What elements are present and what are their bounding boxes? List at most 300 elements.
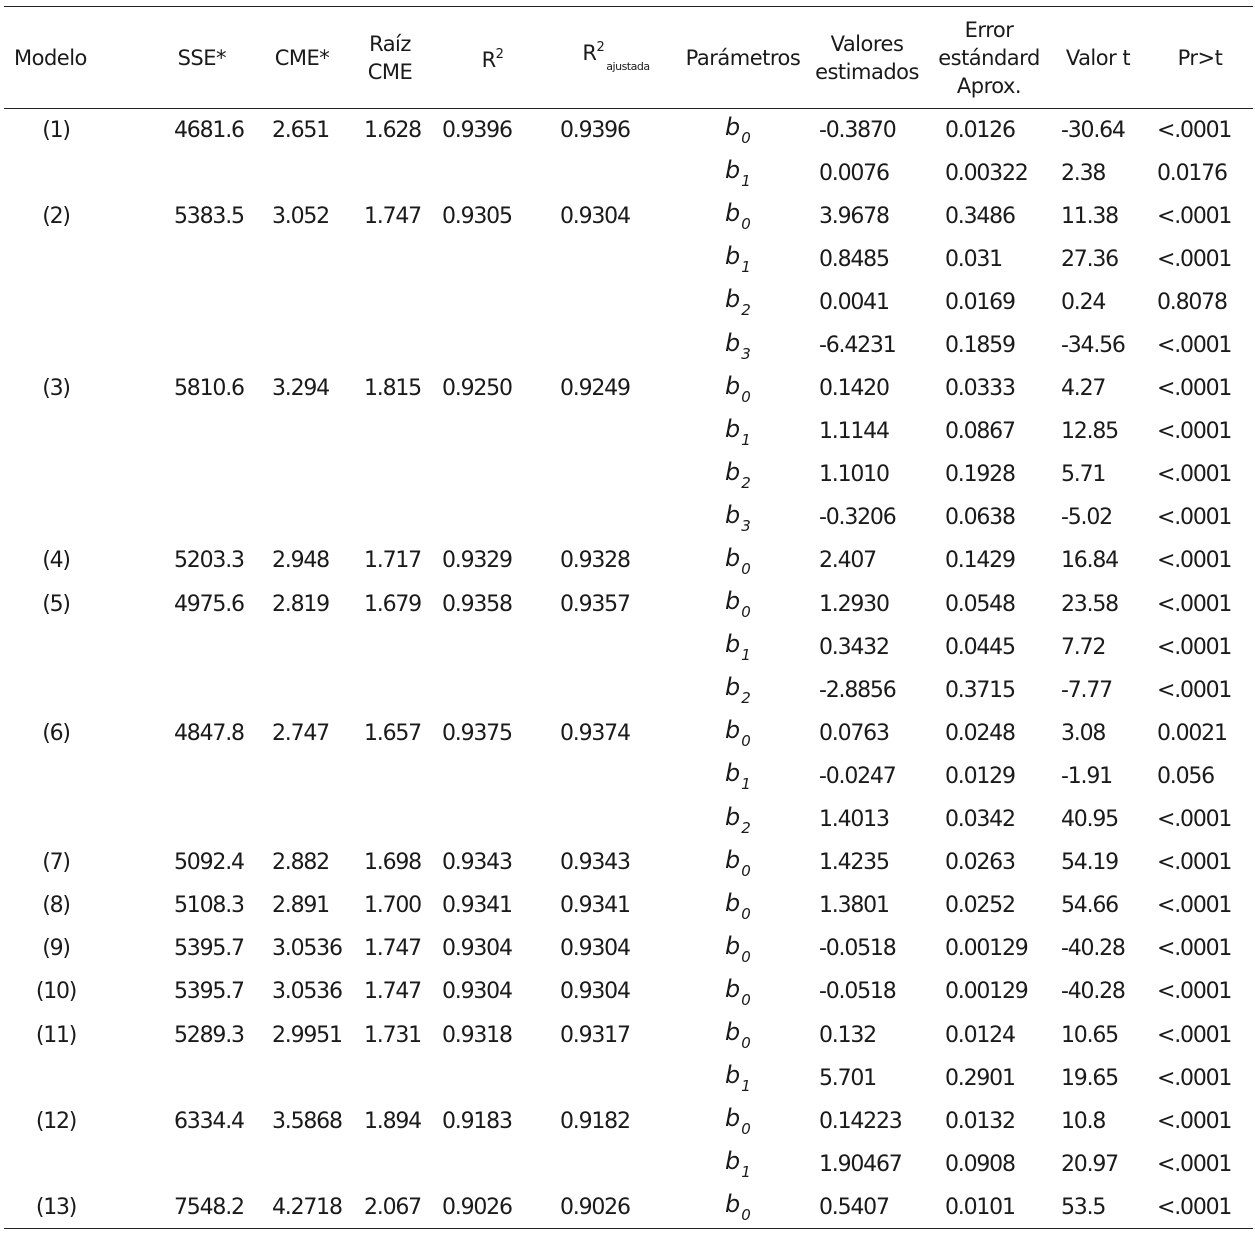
cell-r2: 0.9250	[442, 376, 512, 402]
cell-r2: 0.9305	[442, 203, 512, 229]
table-row	[4, 1100, 1253, 1143]
cell-parametro: $b_0$	[725, 716, 751, 751]
cell-modelo	[4, 1057, 108, 1100]
cell-modelo: (7)	[42, 850, 70, 876]
cell-pr-t: <.0001	[1157, 1108, 1232, 1134]
cell-error-estandar: 0.0252	[945, 893, 1015, 919]
cell-pr-t: 0.0176	[1157, 160, 1227, 186]
cell-modelo	[4, 1143, 108, 1186]
cell-valor-t: 12.85	[1061, 419, 1118, 445]
cell-sse	[108, 669, 258, 712]
cell-raiz-cme	[346, 1143, 434, 1186]
cell-pr-t: <.0001	[1157, 505, 1232, 531]
cell-pr-t: <.0001	[1157, 333, 1232, 359]
cell-sse: 5383.5	[174, 203, 244, 229]
cell-cme: 3.0536	[272, 979, 342, 1005]
cell-r2	[434, 1143, 551, 1186]
table-row	[4, 195, 1253, 238]
cell-cme	[258, 798, 346, 841]
cell-valor-estimado: 0.0763	[819, 720, 889, 746]
cell-raiz-cme: 1.815	[364, 376, 421, 402]
cell-cme: 2.882	[272, 850, 329, 876]
cell-pr-t: 0.0021	[1157, 720, 1227, 746]
cell-modelo: (10)	[35, 979, 77, 1005]
cell-pr-t: <.0001	[1157, 979, 1232, 1005]
cell-r2-ajustada	[551, 626, 681, 669]
cell-error-estandar: 0.031	[945, 246, 1002, 272]
cell-valor-t: 27.36	[1061, 246, 1118, 272]
cell-sse	[108, 152, 258, 195]
cell-valor-t: 20.97	[1061, 1151, 1118, 1177]
table-row	[4, 583, 1253, 626]
cell-parametro: $b_0$	[725, 845, 751, 880]
cell-valor-estimado: 3.9678	[819, 203, 889, 229]
cell-cme	[258, 238, 346, 281]
cell-valor-estimado: 0.0076	[819, 160, 889, 186]
cell-valor-estimado: 0.0041	[819, 289, 889, 315]
cell-valor-estimado: 1.1144	[819, 419, 889, 445]
cell-pr-t: <.0001	[1157, 203, 1232, 229]
cell-valor-t: -7.77	[1061, 677, 1112, 703]
cell-valor-t: -40.28	[1061, 979, 1125, 1005]
cell-parametro: $b_0$	[725, 931, 751, 966]
cell-r2-ajustada: 0.9249	[560, 376, 630, 402]
cell-sse: 5395.7	[174, 936, 244, 962]
cell-modelo	[4, 798, 108, 841]
cell-valor-estimado: 1.90467	[819, 1151, 902, 1177]
cell-sse: 4975.6	[174, 591, 244, 617]
cell-r2-ajustada: 0.9304	[560, 203, 630, 229]
table-row	[4, 927, 1253, 970]
cell-error-estandar: 0.0638	[945, 505, 1015, 531]
cell-cme	[258, 152, 346, 195]
cell-valor-t: -1.91	[1061, 763, 1112, 789]
table-row	[4, 1057, 1253, 1100]
cell-cme	[258, 453, 346, 496]
cell-sse	[108, 281, 258, 324]
cell-error-estandar: 0.0908	[945, 1151, 1015, 1177]
cell-valor-t: 4.27	[1061, 376, 1106, 402]
cell-valor-estimado: -0.0518	[819, 936, 896, 962]
cell-r2-ajustada	[551, 453, 681, 496]
col-header-sse: SSE*	[177, 45, 226, 70]
cell-r2-ajustada	[551, 152, 681, 195]
cell-valor-estimado: 0.8485	[819, 246, 889, 272]
cell-raiz-cme: 1.698	[364, 850, 421, 876]
cell-modelo: (9)	[42, 936, 70, 962]
cell-raiz-cme: 2.067	[364, 1194, 421, 1220]
cell-raiz-cme	[346, 755, 434, 798]
cell-pr-t: 0.056	[1157, 763, 1214, 789]
cell-raiz-cme	[346, 496, 434, 539]
cell-parametro: $b_3$	[725, 500, 751, 535]
cell-raiz-cme	[346, 410, 434, 453]
cell-cme: 3.294	[272, 376, 329, 402]
cell-r2	[434, 324, 551, 367]
cell-valor-estimado: 0.132	[819, 1022, 876, 1048]
cell-r2-ajustada: 0.9317	[560, 1022, 630, 1048]
cell-pr-t: <.0001	[1157, 807, 1232, 833]
cell-valor-t: 53.5	[1061, 1194, 1106, 1220]
cell-r2-ajustada: 0.9182	[560, 1108, 630, 1134]
cell-pr-t: <.0001	[1157, 548, 1232, 574]
cell-parametro: $b_1$	[725, 1061, 751, 1096]
cell-valor-estimado: -0.3206	[819, 505, 896, 531]
cell-parametro: $b_2$	[725, 457, 751, 492]
cell-sse	[108, 410, 258, 453]
col-header-cme: CME*	[274, 45, 330, 70]
col-header-raiz-cme: Raíz CME	[367, 31, 413, 84]
cell-error-estandar: 0.1859	[945, 333, 1015, 359]
cell-r2-ajustada	[551, 496, 681, 539]
cell-error-estandar: 0.1928	[945, 462, 1015, 488]
cell-pr-t: <.0001	[1157, 462, 1232, 488]
table-row	[4, 755, 1253, 798]
cell-parametro: $b_1$	[725, 630, 751, 665]
cell-valor-t: 54.19	[1061, 850, 1118, 876]
cell-r2-ajustada	[551, 281, 681, 324]
cell-modelo: (4)	[42, 548, 70, 574]
cell-modelo	[4, 238, 108, 281]
cell-parametro: $b_0$	[725, 1018, 751, 1053]
cell-valor-t: 11.38	[1061, 203, 1118, 229]
cell-modelo	[4, 496, 108, 539]
model-results-table	[4, 6, 1253, 1229]
cell-cme: 2.819	[272, 591, 329, 617]
cell-sse: 5203.3	[174, 548, 244, 574]
cell-r2: 0.9304	[442, 979, 512, 1005]
cell-pr-t: <.0001	[1157, 591, 1232, 617]
cell-valor-t: 2.38	[1061, 160, 1106, 186]
cell-pr-t: <.0001	[1157, 677, 1232, 703]
cell-valor-t: -34.56	[1061, 333, 1125, 359]
cell-raiz-cme	[346, 238, 434, 281]
cell-pr-t: <.0001	[1157, 850, 1232, 876]
table-row	[4, 496, 1253, 539]
cell-error-estandar: 0.3486	[945, 203, 1015, 229]
cell-valor-t: -40.28	[1061, 936, 1125, 962]
table-row	[4, 798, 1253, 841]
table-row	[4, 626, 1253, 669]
cell-parametro: $b_0$	[725, 974, 751, 1009]
cell-raiz-cme: 1.657	[364, 720, 421, 746]
cell-parametro: $b_0$	[725, 1190, 751, 1225]
cell-parametro: $b_3$	[725, 328, 751, 363]
cell-sse: 5092.4	[174, 850, 244, 876]
cell-r2-ajustada: 0.9304	[560, 936, 630, 962]
cell-parametro: $b_0$	[725, 1104, 751, 1139]
cell-cme: 4.2718	[272, 1194, 342, 1220]
cell-cme	[258, 410, 346, 453]
cell-raiz-cme: 1.747	[364, 979, 421, 1005]
cell-valor-estimado: -0.3870	[819, 117, 896, 143]
cell-r2: 0.9318	[442, 1022, 512, 1048]
table-row	[4, 324, 1253, 367]
cell-modelo: (11)	[35, 1022, 77, 1048]
cell-sse: 5289.3	[174, 1022, 244, 1048]
cell-error-estandar: 0.1429	[945, 548, 1015, 574]
cell-sse: 4847.8	[174, 720, 244, 746]
cell-modelo	[4, 669, 108, 712]
cell-cme	[258, 324, 346, 367]
cell-error-estandar: 0.0342	[945, 807, 1015, 833]
cell-cme: 2.948	[272, 548, 329, 574]
table-row	[4, 539, 1253, 582]
cell-error-estandar: 0.0132	[945, 1108, 1015, 1134]
col-header-valor-t: Valor t	[1065, 45, 1131, 70]
cell-error-estandar: 0.0169	[945, 289, 1015, 315]
col-header-parametros: Parámetros	[685, 45, 801, 70]
cell-cme: 3.052	[272, 203, 329, 229]
cell-parametro: $b_1$	[725, 156, 751, 191]
cell-sse	[108, 798, 258, 841]
cell-valor-estimado: 2.407	[819, 548, 876, 574]
col-header-error-estandard: Error estándard Aprox.	[938, 17, 1040, 98]
table-row	[4, 841, 1253, 884]
cell-error-estandar: 0.00129	[945, 936, 1028, 962]
cell-cme	[258, 755, 346, 798]
cell-r2-ajustada	[551, 324, 681, 367]
cell-valor-estimado: 1.1010	[819, 462, 889, 488]
cell-r2	[434, 798, 551, 841]
col-header-valores-estimados: Valores estimados	[815, 31, 919, 84]
cell-error-estandar: 0.0129	[945, 763, 1015, 789]
cell-raiz-cme	[346, 1057, 434, 1100]
cell-r2-ajustada	[551, 410, 681, 453]
cell-modelo	[4, 152, 108, 195]
cell-r2-ajustada: 0.9396	[560, 117, 630, 143]
cell-parametro: $b_0$	[725, 888, 751, 923]
cell-error-estandar: 0.0548	[945, 591, 1015, 617]
cell-r2: 0.9396	[442, 117, 512, 143]
table-body	[4, 109, 1253, 1229]
cell-r2: 0.9329	[442, 548, 512, 574]
cell-pr-t: <.0001	[1157, 117, 1232, 143]
cell-valor-t: -5.02	[1061, 505, 1112, 531]
cell-r2	[434, 453, 551, 496]
cell-error-estandar: 0.0248	[945, 720, 1015, 746]
table-header	[4, 7, 1253, 109]
table-row	[4, 453, 1253, 496]
cell-r2-ajustada: 0.9357	[560, 591, 630, 617]
cell-raiz-cme: 1.717	[364, 548, 421, 574]
cell-r2-ajustada: 0.9304	[560, 979, 630, 1005]
cell-parametro: $b_0$	[725, 587, 751, 622]
cell-r2	[434, 1057, 551, 1100]
cell-sse: 5395.7	[174, 979, 244, 1005]
cell-r2	[434, 755, 551, 798]
cell-raiz-cme: 1.700	[364, 893, 421, 919]
cell-parametro: $b_2$	[725, 802, 751, 837]
cell-modelo	[4, 324, 108, 367]
cell-pr-t: <.0001	[1157, 419, 1232, 445]
cell-modelo	[4, 626, 108, 669]
cell-sse	[108, 324, 258, 367]
table-row	[4, 281, 1253, 324]
table-row	[4, 669, 1253, 712]
cell-sse	[108, 1057, 258, 1100]
cell-valor-t: 16.84	[1061, 548, 1118, 574]
cell-sse: 5810.6	[174, 376, 244, 402]
cell-cme: 3.0536	[272, 936, 342, 962]
cell-raiz-cme	[346, 281, 434, 324]
cell-r2	[434, 152, 551, 195]
cell-valor-t: -30.64	[1061, 117, 1125, 143]
cell-cme	[258, 1143, 346, 1186]
cell-valor-t: 19.65	[1061, 1065, 1118, 1091]
cell-r2	[434, 281, 551, 324]
cell-valor-estimado: -6.4231	[819, 333, 896, 359]
cell-error-estandar: 0.0263	[945, 850, 1015, 876]
cell-parametro: $b_1$	[725, 759, 751, 794]
col-header-pr-t: Pr>t	[1177, 45, 1223, 70]
cell-r2-ajustada: 0.9341	[560, 893, 630, 919]
cell-raiz-cme	[346, 626, 434, 669]
cell-pr-t: <.0001	[1157, 936, 1232, 962]
cell-valor-estimado: 5.701	[819, 1065, 876, 1091]
cell-modelo	[4, 281, 108, 324]
cell-sse: 4681.6	[174, 117, 244, 143]
cell-parametro: $b_0$	[725, 113, 751, 148]
cell-pr-t: <.0001	[1157, 1065, 1232, 1091]
cell-cme: 2.9951	[272, 1022, 342, 1048]
cell-valor-t: 23.58	[1061, 591, 1118, 617]
table-row	[4, 109, 1253, 152]
cell-sse	[108, 626, 258, 669]
cell-valor-estimado: 0.5407	[819, 1194, 889, 1220]
cell-r2: 0.9026	[442, 1194, 512, 1220]
cell-modelo: (8)	[42, 893, 70, 919]
col-header-modelo: Modelo	[14, 45, 87, 70]
cell-sse	[108, 496, 258, 539]
cell-r2: 0.9183	[442, 1108, 512, 1134]
table-row	[4, 238, 1253, 281]
cell-pr-t: <.0001	[1157, 1022, 1232, 1048]
cell-r2: 0.9375	[442, 720, 512, 746]
cell-modelo: (3)	[42, 376, 70, 402]
cell-modelo: (6)	[42, 720, 70, 746]
table-row	[4, 1143, 1253, 1186]
cell-sse	[108, 453, 258, 496]
cell-sse	[108, 1143, 258, 1186]
cell-valor-estimado: 1.4013	[819, 807, 889, 833]
cell-raiz-cme	[346, 798, 434, 841]
cell-parametro: $b_0$	[725, 371, 751, 406]
cell-pr-t: <.0001	[1157, 1151, 1232, 1177]
cell-valor-t: 3.08	[1061, 720, 1106, 746]
cell-cme: 3.5868	[272, 1108, 342, 1134]
table-row	[4, 1186, 1253, 1229]
cell-raiz-cme: 1.747	[364, 203, 421, 229]
cell-parametro: $b_1$	[725, 1147, 751, 1182]
cell-r2-ajustada: 0.9026	[560, 1194, 630, 1220]
cell-raiz-cme	[346, 453, 434, 496]
cell-cme: 2.891	[272, 893, 329, 919]
cell-cme	[258, 281, 346, 324]
cell-r2-ajustada	[551, 755, 681, 798]
cell-modelo: (1)	[42, 117, 70, 143]
cell-valor-t: 7.72	[1061, 634, 1106, 660]
cell-pr-t: <.0001	[1157, 893, 1232, 919]
table-row	[4, 410, 1253, 453]
cell-r2: 0.9358	[442, 591, 512, 617]
cell-cme: 2.747	[272, 720, 329, 746]
header-row	[4, 7, 1253, 109]
cell-r2	[434, 626, 551, 669]
cell-sse	[108, 238, 258, 281]
cell-valor-t: 40.95	[1061, 807, 1118, 833]
cell-r2	[434, 410, 551, 453]
cell-raiz-cme: 1.731	[364, 1022, 421, 1048]
cell-parametro: $b_0$	[725, 543, 751, 578]
cell-r2-ajustada	[551, 1143, 681, 1186]
cell-valor-estimado: 1.3801	[819, 893, 889, 919]
cell-raiz-cme	[346, 324, 434, 367]
cell-error-estandar: 0.2901	[945, 1065, 1015, 1091]
cell-error-estandar: 0.0126	[945, 117, 1015, 143]
cell-sse: 7548.2	[174, 1194, 244, 1220]
cell-r2	[434, 496, 551, 539]
cell-r2-ajustada	[551, 669, 681, 712]
cell-sse: 6334.4	[174, 1108, 244, 1134]
cell-r2-ajustada: 0.9374	[560, 720, 630, 746]
table-row	[4, 367, 1253, 410]
cell-cme	[258, 496, 346, 539]
cell-error-estandar: 0.00129	[945, 979, 1028, 1005]
cell-parametro: $b_0$	[725, 199, 751, 234]
cell-error-estandar: 0.3715	[945, 677, 1015, 703]
cell-valor-estimado: 0.14223	[819, 1108, 902, 1134]
cell-valor-t: 54.66	[1061, 893, 1118, 919]
cell-parametro: $b_1$	[725, 414, 751, 449]
cell-pr-t: <.0001	[1157, 246, 1232, 272]
cell-modelo	[4, 410, 108, 453]
cell-pr-t: <.0001	[1157, 376, 1232, 402]
cell-error-estandar: 0.0101	[945, 1194, 1015, 1220]
cell-modelo: (2)	[42, 203, 70, 229]
cell-valor-t: 0.24	[1061, 289, 1106, 315]
cell-raiz-cme	[346, 669, 434, 712]
cell-cme: 2.651	[272, 117, 329, 143]
cell-error-estandar: 0.0333	[945, 376, 1015, 402]
cell-r2-ajustada: 0.9328	[560, 548, 630, 574]
cell-pr-t: 0.8078	[1157, 289, 1227, 315]
cell-modelo: (13)	[35, 1194, 77, 1220]
cell-parametro: $b_2$	[725, 673, 751, 708]
cell-pr-t: <.0001	[1157, 1194, 1232, 1220]
cell-r2: 0.9341	[442, 893, 512, 919]
cell-error-estandar: 0.0867	[945, 419, 1015, 445]
cell-modelo	[4, 453, 108, 496]
cell-sse: 5108.3	[174, 893, 244, 919]
cell-raiz-cme: 1.894	[364, 1108, 421, 1134]
table-row	[4, 1013, 1253, 1056]
table-row	[4, 884, 1253, 927]
col-header-r2-ajustada: $R^2_{ajustada}$	[582, 40, 650, 73]
cell-valor-t: 5.71	[1061, 462, 1106, 488]
cell-cme	[258, 1057, 346, 1100]
cell-modelo: (12)	[35, 1108, 77, 1134]
col-header-r2: $R^2$	[481, 47, 504, 72]
cell-r2-ajustada	[551, 798, 681, 841]
cell-error-estandar: 0.0445	[945, 634, 1015, 660]
cell-error-estandar: 0.00322	[945, 160, 1028, 186]
cell-r2-ajustada	[551, 1057, 681, 1100]
cell-raiz-cme	[346, 152, 434, 195]
cell-modelo: (5)	[42, 591, 70, 617]
cell-cme	[258, 626, 346, 669]
cell-valor-estimado: -2.8856	[819, 677, 896, 703]
